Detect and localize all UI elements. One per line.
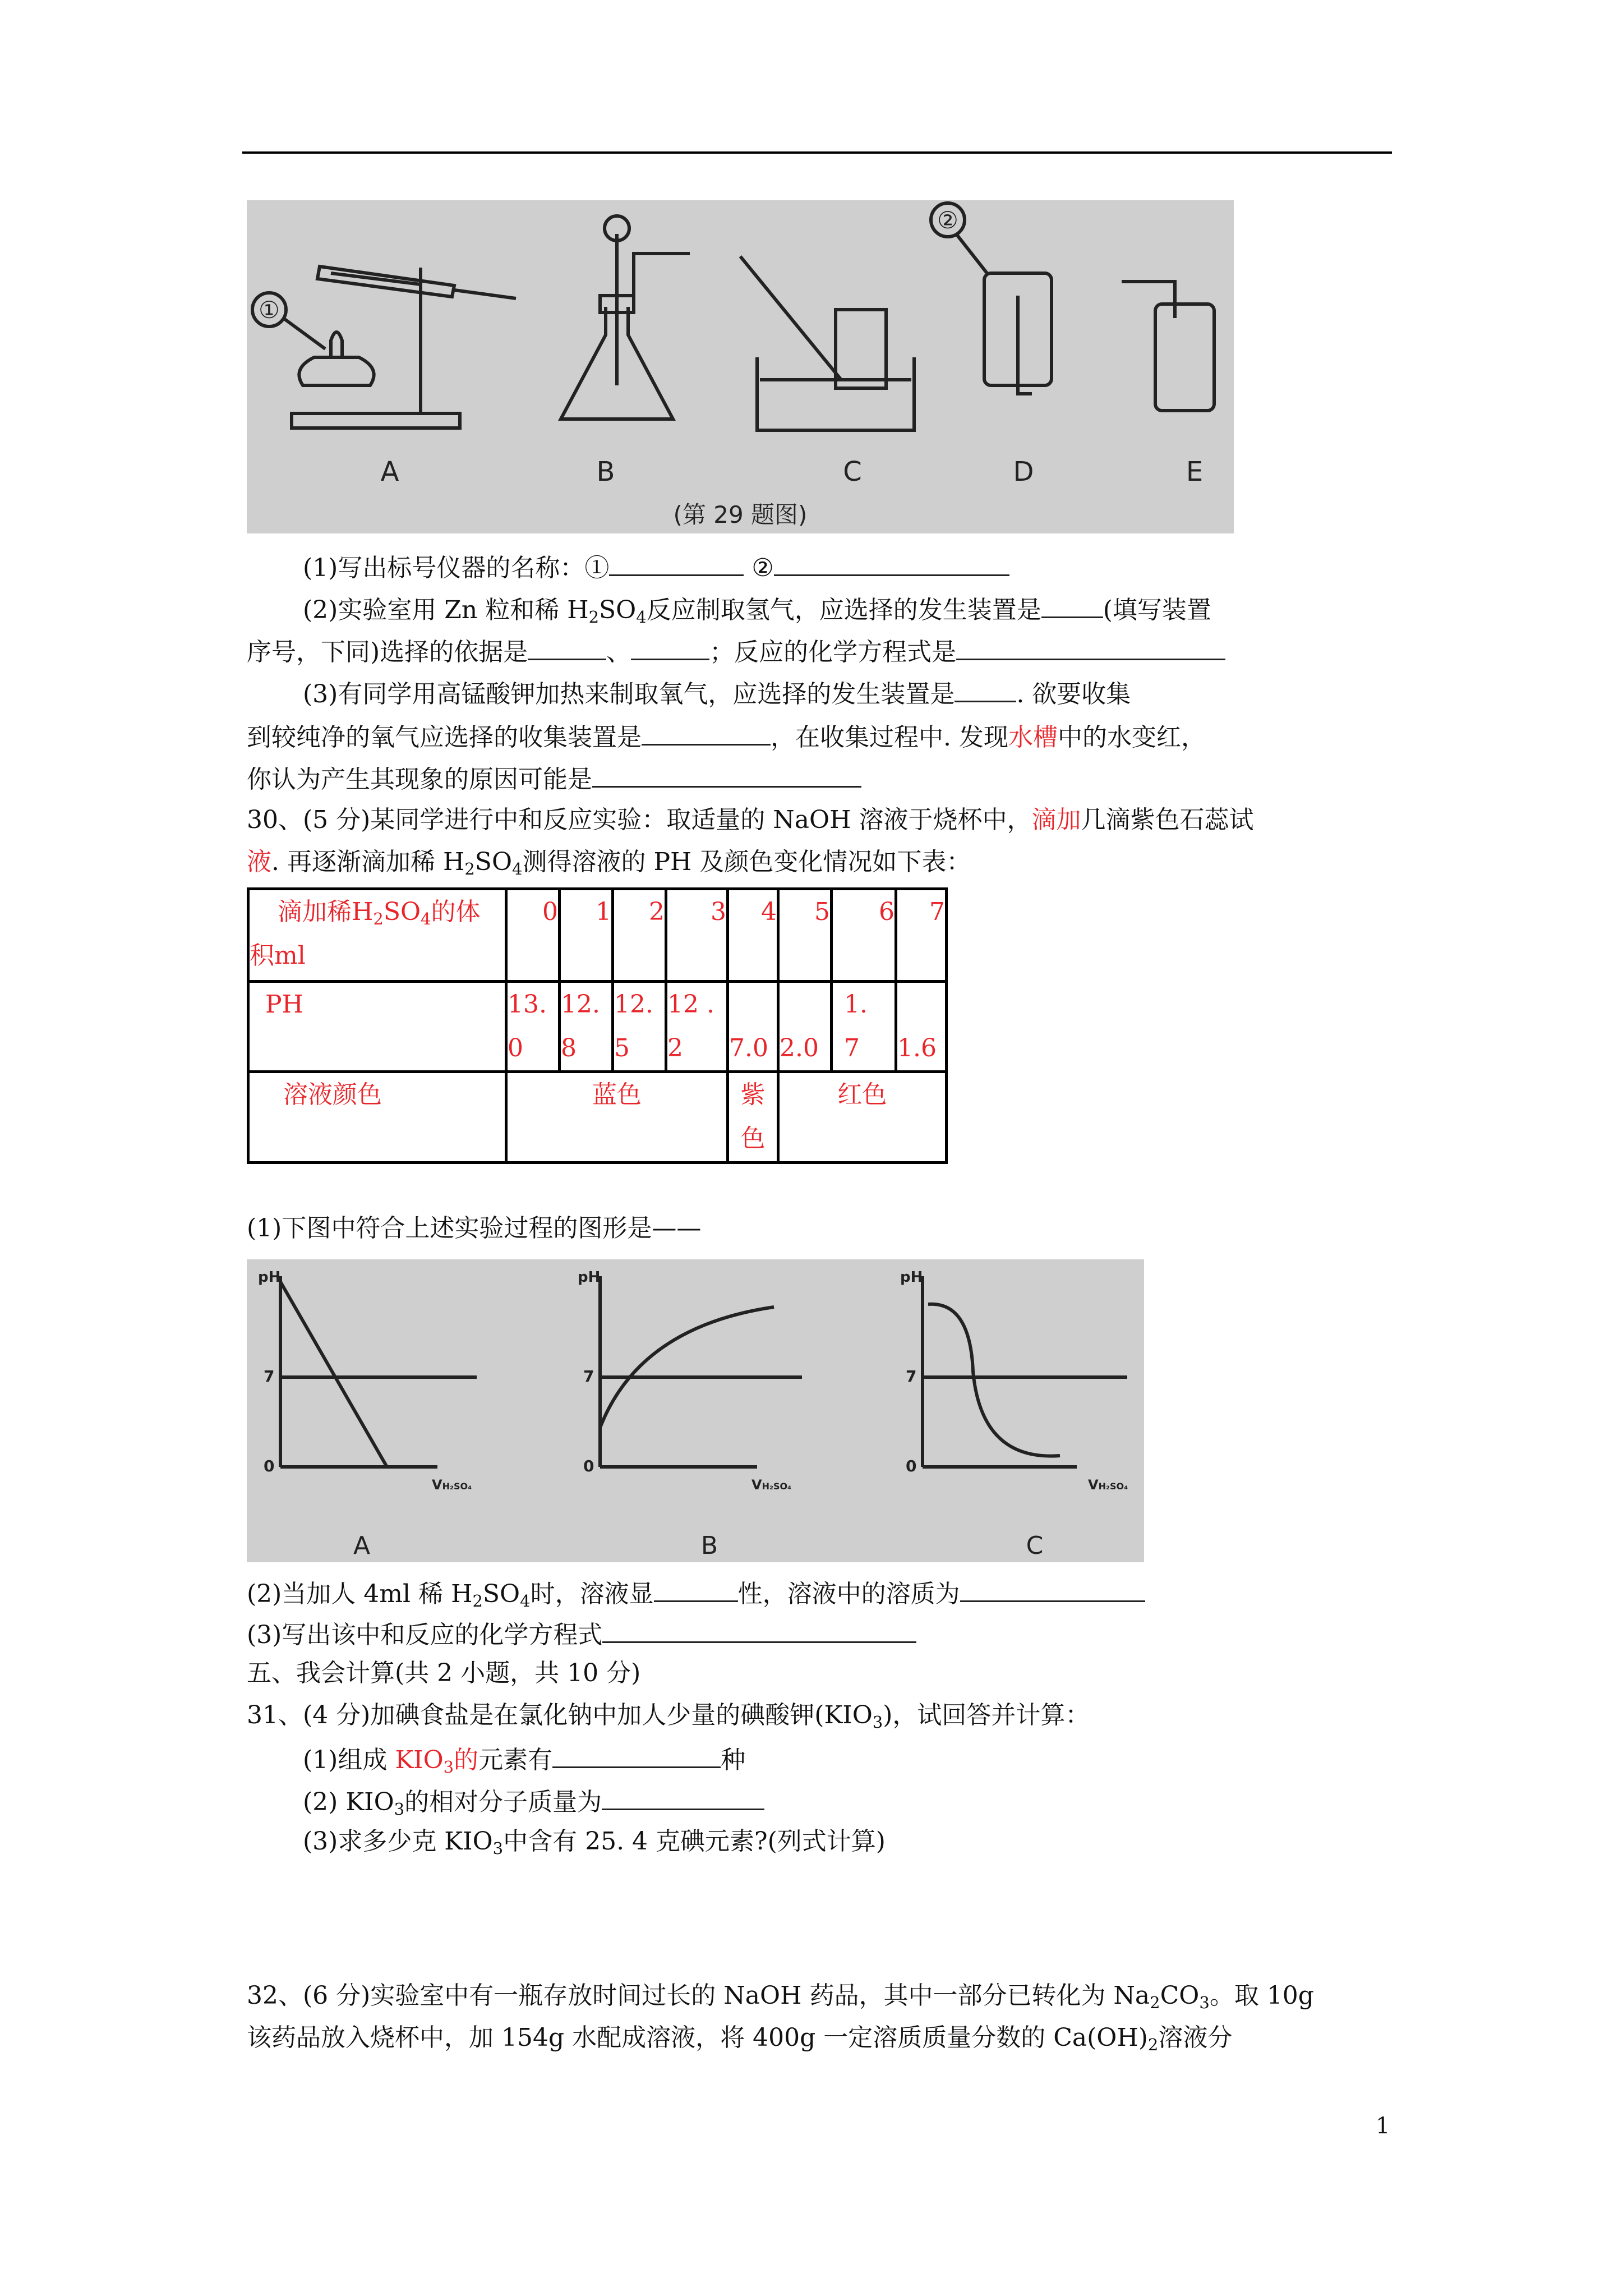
blank-4[interactable]: [528, 633, 606, 660]
color-row: [248, 1072, 947, 1163]
q30-sub3: (3)写出该中和反应的化学方程式: [247, 1616, 916, 1652]
curve-a: [280, 1282, 387, 1467]
axis-7-c: 7: [906, 1367, 917, 1386]
axis-0-c: 0: [906, 1457, 917, 1475]
axis-y-b: pH: [578, 1269, 601, 1286]
ph-table: [247, 887, 948, 1164]
q31-part2: (2) $KIO_3$的相对分子质量为: [303, 1783, 764, 1819]
ph-cell: 1. 7: [832, 982, 896, 1072]
graph-label-a: A: [353, 1531, 371, 1560]
curve-c: [928, 1304, 1060, 1456]
blank-10[interactable]: [654, 1575, 738, 1602]
ph-cell: 7.0: [728, 982, 778, 1072]
blank-14[interactable]: [602, 1783, 764, 1810]
figure-caption: (第 29 题图): [673, 501, 808, 528]
ph-cell: 13. 0: [506, 982, 560, 1072]
label-a: A: [380, 456, 399, 487]
color-header: 溶液颜色: [248, 1072, 506, 1163]
blank-1[interactable]: [609, 549, 744, 576]
blank-12[interactable]: [602, 1616, 916, 1643]
axis-x-a: VH₂SO₄: [432, 1477, 472, 1493]
marker-1: ①: [259, 296, 280, 324]
axis-y-c: pH: [900, 1269, 923, 1286]
volume-cell: 7: [896, 889, 947, 982]
q31-part3: (3)求多少克 $KIO_3$中含有 25. 4 克碘元素?(列式计算): [303, 1827, 886, 1858]
volume-row: [248, 889, 947, 982]
q30-intro: 30、(5 分)某同学进行中和反应实验：取适量的 NaOH 溶液于烧杯中，滴加几滴紫色石蕊试: [247, 806, 1254, 834]
volume-header: 滴加稀$H_2SO_4$的体 积ml: [248, 889, 506, 982]
q30-intro-line2: 液. 再逐渐滴加稀 $H_2SO_4$测得溶液的 PH 及颜色变化情况如下表：: [247, 848, 971, 878]
q31-intro: 31、(4 分)加碘食盐是在氯化钠中加人少量的碘酸钾$(KIO_3)$，试回答并计算：: [247, 1701, 1090, 1732]
ph-cell: 12. 8: [560, 982, 613, 1072]
blank-6[interactable]: [956, 633, 1225, 660]
blank-11[interactable]: [960, 1575, 1145, 1602]
bottle-e: [1155, 304, 1214, 411]
axis-0-b: 0: [583, 1457, 594, 1475]
volume-cell: 1: [560, 889, 613, 982]
label-b: B: [596, 456, 615, 487]
curve-b: [600, 1307, 774, 1428]
volume-cell: 2: [613, 889, 666, 982]
q29-part3-line3: 你认为产生其现象的原因可能是: [247, 760, 861, 797]
graph-label-b: B: [700, 1531, 718, 1560]
apparatus-figure: [247, 200, 1234, 533]
apparatus-drawing: [247, 200, 1234, 533]
blank-2[interactable]: [774, 549, 1009, 576]
q30-sub1: (1)下图中符合上述实验过程的图形是——: [247, 1214, 702, 1243]
blank-7[interactable]: [955, 675, 1016, 702]
label-e: E: [1186, 456, 1204, 487]
blank-9[interactable]: [592, 760, 861, 788]
blank-13[interactable]: [552, 1741, 721, 1768]
ph-cell: 2.0: [778, 982, 832, 1072]
q31-part1: (1)组成 $KIO_3$的元素有 种: [303, 1741, 745, 1777]
header-rule: [242, 151, 1392, 154]
page-number: 1: [1376, 2113, 1390, 2139]
ph-header: PH: [248, 982, 506, 1072]
marker-2: ②: [937, 206, 958, 234]
axis-7-a: 7: [264, 1367, 275, 1386]
section-5-heading: 五、我会计算(共 2 小题，共 10 分): [247, 1659, 641, 1687]
axis-7-b: 7: [583, 1367, 594, 1386]
q32-line1: 32、(6 分)实验室中有一瓶存放时间过长的 NaOH 药品，其中一部分已转化为 $Na_2CO_3$。取 10g: [247, 1981, 1314, 2012]
axis-x-b: VH₂SO₄: [751, 1477, 792, 1493]
axis-x-c: VH₂SO₄: [1088, 1477, 1128, 1493]
blank-5[interactable]: [631, 633, 709, 660]
ph-row: [248, 982, 947, 1072]
label-d: D: [1013, 456, 1034, 487]
axis-0-a: 0: [264, 1457, 275, 1475]
q29-part1: (1)写出标号仪器的名称：① ②: [303, 549, 1009, 585]
q30-sub2: (2)当加人 4ml 稀 $H_2SO_4$时，溶液显 性，溶液中的溶质为: [247, 1575, 1145, 1611]
gas-jar-c: [836, 310, 886, 388]
color-purple: 紫 色: [728, 1072, 778, 1163]
axis-y-a: pH: [258, 1269, 281, 1286]
ph-graphs-drawing: [247, 1259, 1144, 1562]
q29-part2: (2)实验室用 Zn 粒和稀 $H_2SO_4$反应制取氢气，应选择的发生装置是 (填写装置: [303, 591, 1211, 627]
alcohol-lamp: [299, 357, 374, 385]
graph-label-c: C: [1026, 1531, 1044, 1560]
label-c: C: [843, 456, 862, 487]
stand-base: [292, 413, 460, 428]
blank-8[interactable]: [642, 718, 771, 746]
ph-cell: 12. 5: [613, 982, 666, 1072]
volume-cell: 6: [832, 889, 896, 982]
ph-cell: 12 . 2: [666, 982, 728, 1072]
q29-part3: (3)有同学用高锰酸钾加热来制取氧气，应选择的发生装置是 . 欲要收集: [303, 675, 1131, 711]
q29-part3-line2: 到较纯净的氧气应选择的收集装置是 ，在收集过程中. 发现水槽中的水变红，: [247, 718, 1206, 754]
blank-3[interactable]: [1041, 591, 1103, 618]
q32-line2: 该药品放入烧杯中，加 154g 水配成溶液，将 400g 一定溶质质量分数的 $Ca(OH)_2$溶液分: [247, 2023, 1233, 2054]
volume-cell: 4: [728, 889, 778, 982]
color-blue: 蓝色: [506, 1072, 728, 1163]
ph-graphs: [247, 1259, 1144, 1562]
color-red: 红色: [778, 1072, 947, 1163]
q29-part2-line2: 序号，下同)选择的依据是 、 ；反应的化学方程式是: [247, 633, 1225, 669]
ph-cell: 1.6: [896, 982, 947, 1072]
volume-cell: 5: [778, 889, 832, 982]
volume-cell: 3: [666, 889, 728, 982]
volume-cell: 0: [506, 889, 560, 982]
